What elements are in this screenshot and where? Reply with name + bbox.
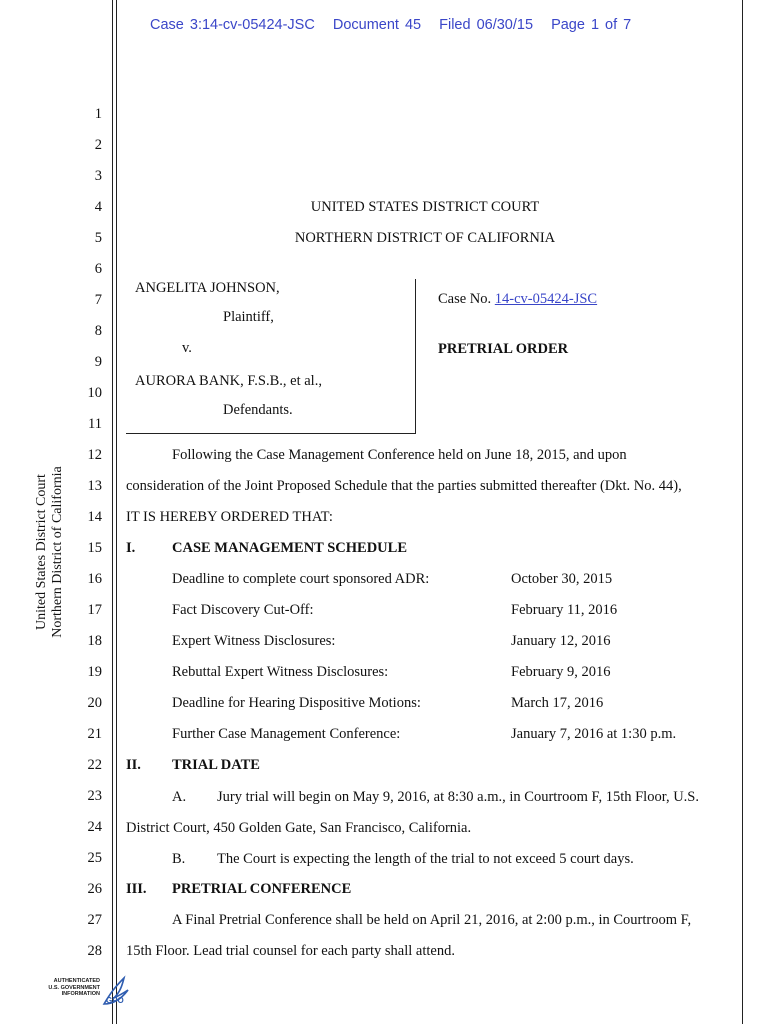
court-district: NORTHERN DISTRICT OF CALIFORNIA (294, 230, 556, 246)
line-number: 26 (87, 881, 102, 897)
schedule-row-date: October 30, 2015 (511, 571, 613, 587)
order-title: PRETRIAL ORDER (438, 341, 569, 357)
case-number-label: Case No. (438, 291, 492, 307)
line-number: 28 (87, 943, 102, 959)
line-number: 25 (87, 850, 102, 866)
line-number: 9 (94, 354, 102, 370)
line-number: 13 (87, 478, 102, 494)
side-label-court: United States District Court (34, 474, 49, 630)
section-3-number: III. (126, 881, 147, 897)
defendant-role: Defendants. (223, 402, 293, 418)
plaintiff-role: Plaintiff, (223, 309, 274, 325)
line-number: 21 (87, 726, 102, 742)
section-2-number: II. (126, 757, 141, 773)
gpo-line-2: U.S. GOVERNMENT (48, 984, 100, 991)
intro-line-1: Following the Case Management Conference held on June 18, 2015, and upon (172, 447, 627, 463)
schedule-row-label: Expert Witness Disclosures: (172, 633, 336, 649)
section-3-line-1: A Final Pretrial Conference shall be held on April 21, 2016, at 2:00 p.m., in Courtroom F, (172, 912, 692, 928)
defendant-name: AURORA BANK, F.S.B., et al., (135, 373, 322, 389)
line-number: 6 (94, 261, 102, 277)
versus: v. (182, 340, 192, 356)
left-margin-rule-inner (116, 0, 117, 1024)
line-number: 20 (87, 695, 102, 711)
schedule-row-label: Rebuttal Expert Witness Disclosures: (172, 664, 389, 680)
header-document-number: Document 45 (332, 17, 422, 33)
header-filed-date: Filed 06/30/15 (439, 17, 534, 33)
case-number-line (438, 291, 597, 308)
schedule-row-label: Fact Discovery Cut-Off: (172, 602, 314, 618)
gpo-authentication-logo (44, 974, 132, 1014)
caption-vertical-rule (415, 279, 416, 434)
section-3-title: PRETRIAL CONFERENCE (172, 881, 352, 897)
right-margin-rule (742, 0, 743, 1024)
gpo-line-3: INFORMATION (61, 991, 100, 997)
schedule-row-date: January 7, 2016 at 1:30 p.m. (511, 726, 677, 742)
line-number: 16 (87, 571, 102, 587)
document-header (150, 17, 643, 33)
line-number: 14 (87, 509, 102, 525)
section-3-line-2: 15th Floor. Lead trial counsel for each party shall attend. (126, 943, 455, 959)
line-number: 19 (87, 664, 102, 680)
line-number: 23 (87, 788, 102, 804)
gpo-mark: GPO (106, 996, 124, 1005)
item-a-line-2: District Court, 450 Golden Gate, San Francisco, California. (126, 820, 472, 836)
item-a-line-1: Jury trial will begin on May 9, 2016, at 8:30 a.m., in Courtroom F, 15th Floor, U.S. (217, 789, 699, 805)
line-number: 4 (94, 199, 102, 215)
schedule-row-date: February 9, 2016 (511, 664, 611, 680)
line-number: 27 (87, 912, 102, 928)
line-number: 22 (87, 757, 102, 773)
intro-line-3: IT IS HEREBY ORDERED THAT: (126, 509, 333, 525)
line-number: 5 (94, 230, 102, 246)
item-b-line-1: The Court is expecting the length of the trial to not exceed 5 court days. (217, 851, 634, 867)
case-number-link[interactable]: 14-cv-05424-JSC (494, 291, 598, 307)
line-number: 12 (87, 447, 102, 463)
gpo-line-1: AUTHENTICATED (53, 978, 100, 984)
left-margin-rule (112, 0, 113, 1024)
line-number: 18 (87, 633, 102, 649)
court-name: UNITED STATES DISTRICT COURT (310, 199, 540, 215)
line-number: 10 (87, 385, 102, 401)
schedule-row-date: January 12, 2016 (511, 633, 611, 649)
item-a-label: A. (172, 789, 187, 805)
plaintiff-name: ANGELITA JOHNSON, (135, 280, 280, 296)
line-number: 7 (94, 292, 102, 308)
header-case-number: Case 3:14-cv-05424-JSC (150, 17, 315, 33)
schedule-row-label: Deadline to complete court sponsored ADR: (172, 571, 430, 587)
line-number: 2 (94, 137, 102, 153)
line-number: 3 (94, 168, 102, 184)
side-label-district: Northern District of California (50, 466, 65, 638)
header-page-number: Page 1 of 7 (551, 17, 632, 33)
schedule-row-date: February 11, 2016 (511, 602, 618, 618)
schedule-row-label: Deadline for Hearing Dispositive Motions: (172, 695, 421, 711)
schedule-row-label: Further Case Management Conference: (172, 726, 401, 742)
section-1-title: CASE MANAGEMENT SCHEDULE (172, 540, 407, 556)
line-number: 1 (94, 106, 102, 122)
line-number: 17 (87, 602, 102, 618)
section-2-title: TRIAL DATE (172, 757, 260, 773)
line-number: 15 (87, 540, 102, 556)
line-number: 11 (88, 416, 102, 432)
schedule-row-date: March 17, 2016 (511, 695, 604, 711)
caption-horizontal-rule (126, 433, 416, 434)
line-number: 8 (94, 323, 102, 339)
section-1-number: I. (126, 540, 136, 556)
item-b-label: B. (172, 851, 186, 867)
intro-line-2: consideration of the Joint Proposed Schedule that the parties submitted thereafter (Dkt. No. 44), (126, 478, 682, 494)
line-number: 24 (87, 819, 102, 835)
